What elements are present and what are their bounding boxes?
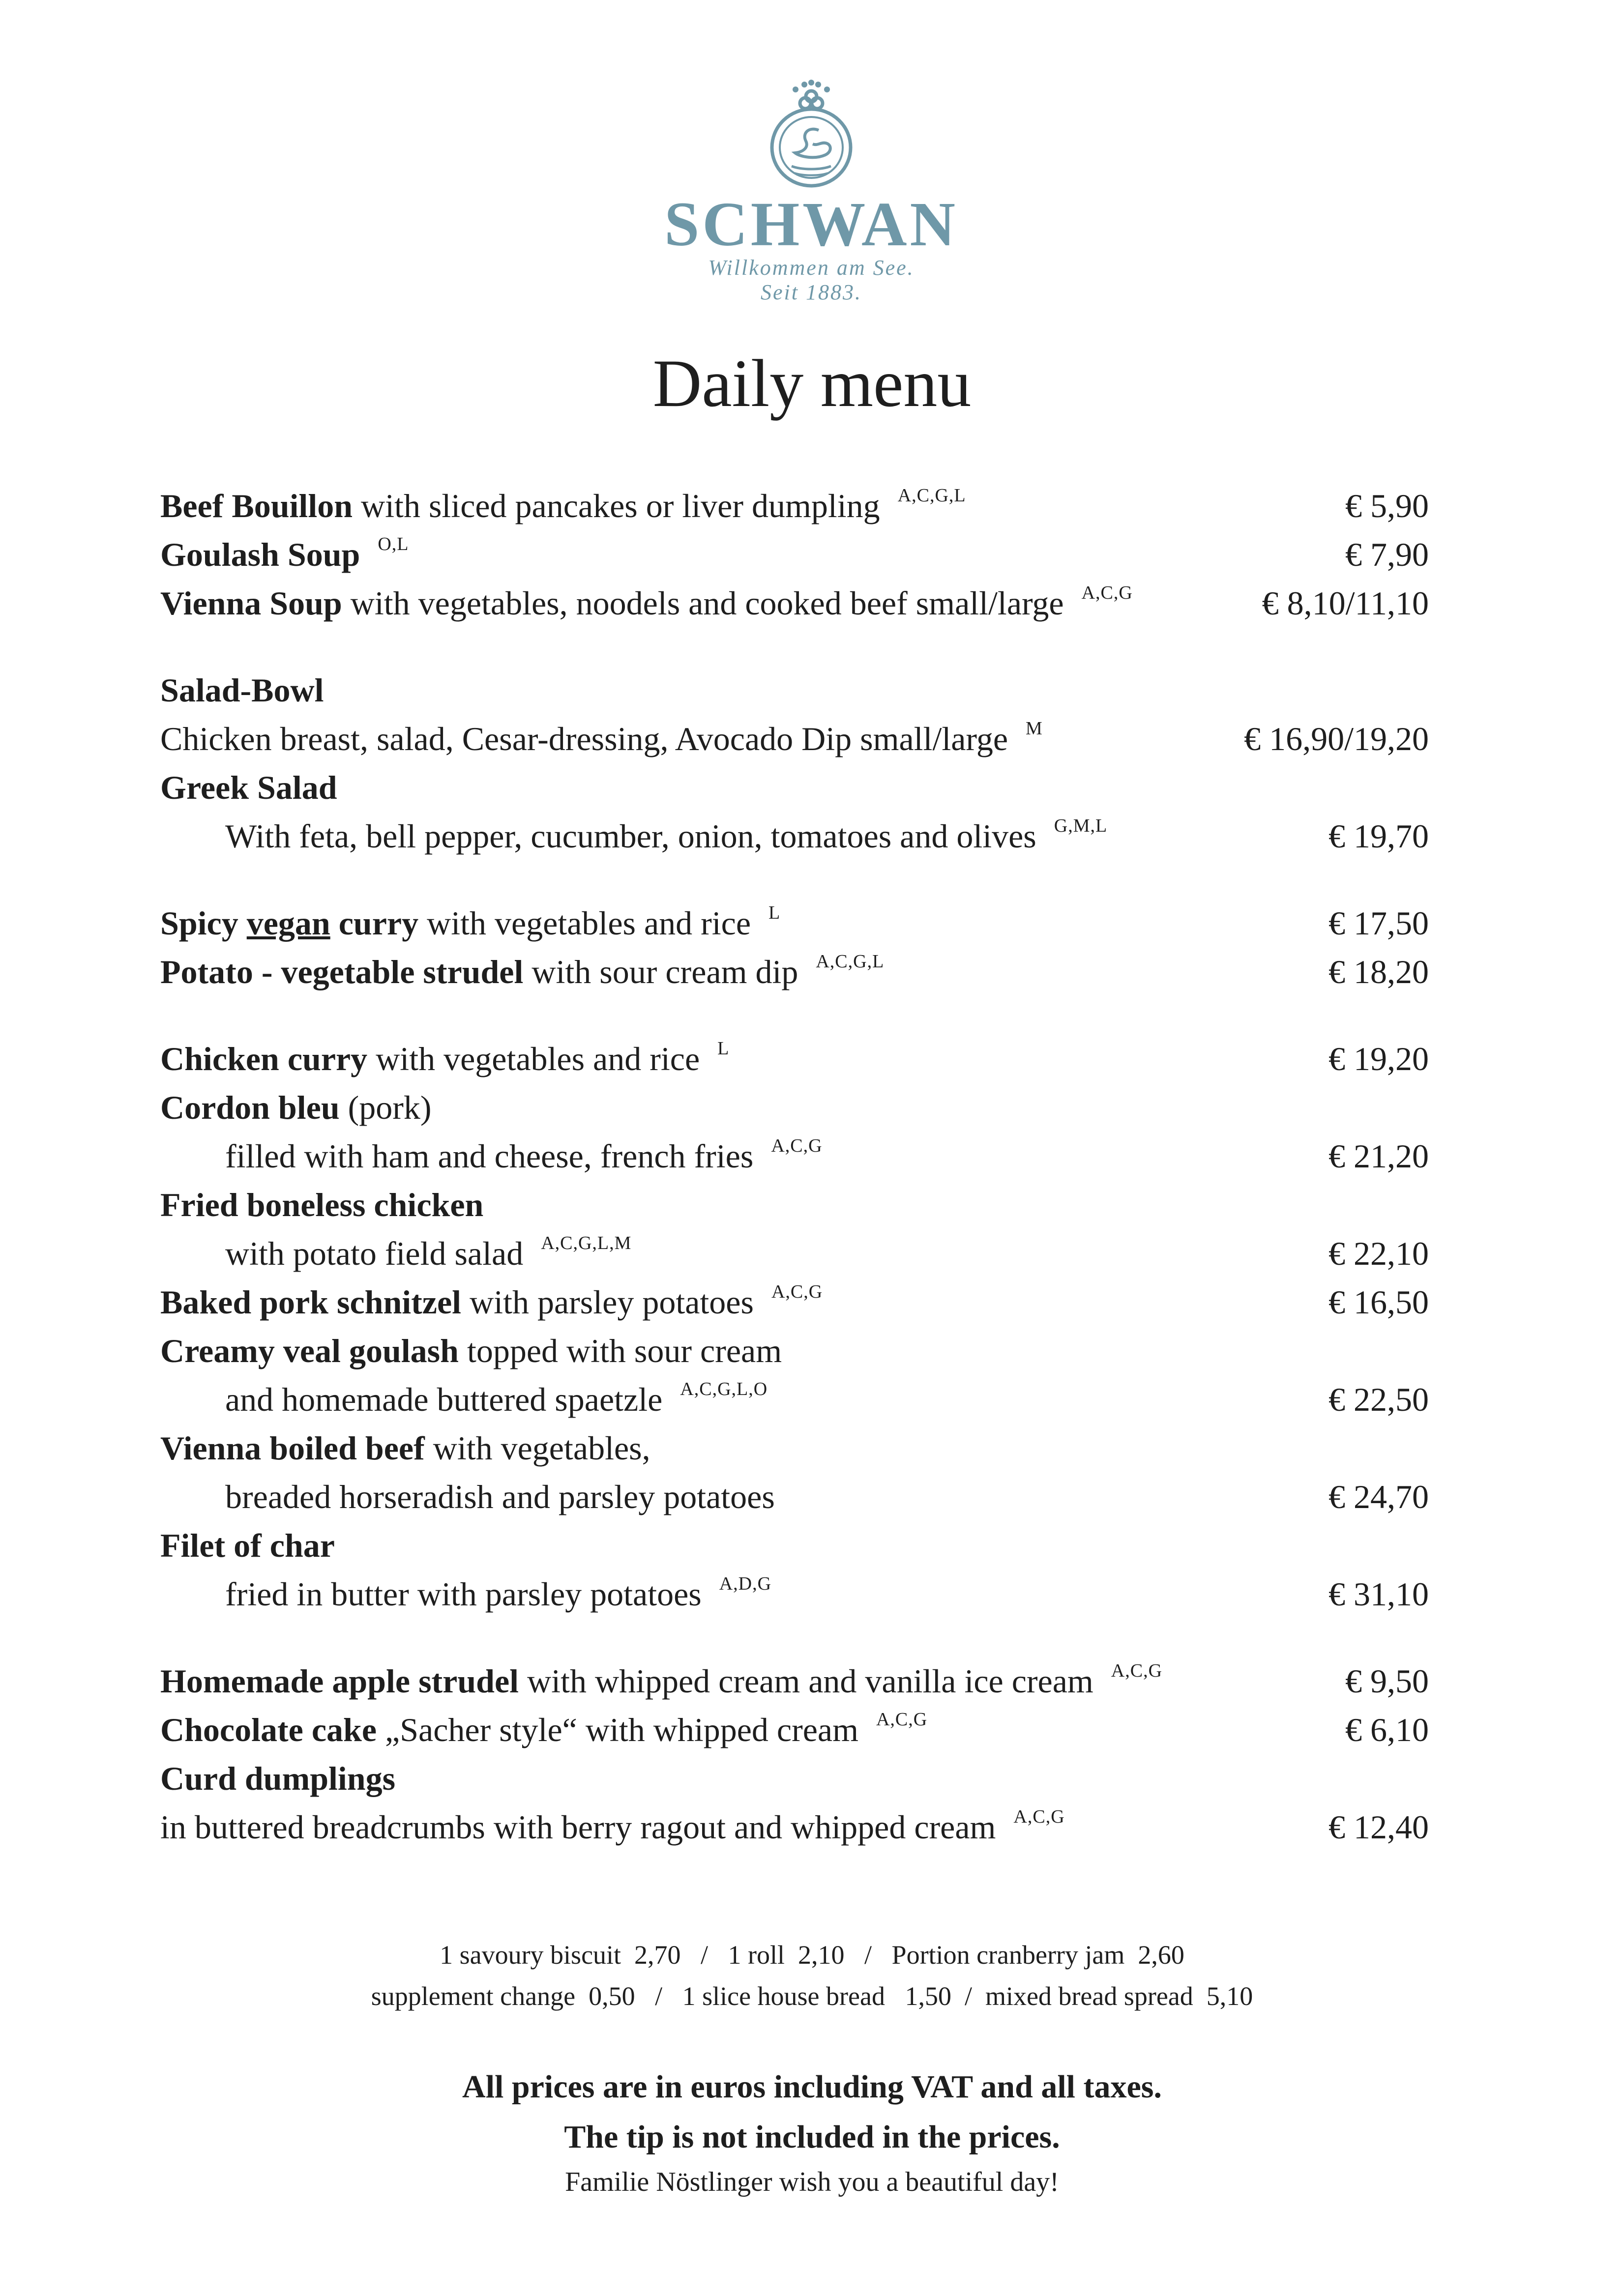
menu-item — [160, 1132, 1429, 1181]
menu-item — [160, 812, 1429, 861]
menu-section — [160, 1035, 1429, 1619]
item-description: with parsley potatoes — [461, 1283, 754, 1321]
menu-item — [160, 1327, 1429, 1375]
menu-item — [160, 1035, 1429, 1083]
item-price: € 24,70 — [1329, 1478, 1429, 1515]
allergen-codes: A,C,G,L,O — [680, 1379, 768, 1399]
allergen-codes: O,L — [378, 534, 409, 554]
menu-item — [160, 763, 1429, 812]
menu-section — [160, 1657, 1429, 1852]
menu-section — [160, 899, 1429, 996]
item-price: € 5,90 — [1345, 487, 1429, 524]
tip-note: The tip is not included in the prices. — [564, 2119, 1060, 2155]
item-name: Vienna boiled beef — [160, 1429, 425, 1467]
menu-item — [160, 1706, 1429, 1754]
item-name: Creamy veal goulash — [160, 1332, 459, 1369]
item-name: Potato - vegetable strudel — [160, 953, 524, 990]
menu-item — [160, 666, 1429, 715]
menu-item — [160, 1278, 1429, 1327]
item-price: € 19,20 — [1329, 1040, 1429, 1077]
item-price: € 8,10/11,10 — [1262, 584, 1429, 622]
allergen-codes: A,C,G — [1013, 1806, 1065, 1827]
allergen-codes: A,C,G — [1081, 582, 1133, 603]
item-price: € 31,10 — [1329, 1575, 1429, 1613]
item-price: € 6,10 — [1345, 1711, 1429, 1748]
item-description: with sliced pancakes or liver dumpling — [353, 487, 880, 524]
item-name: Goulash Soup — [160, 536, 360, 573]
allergen-codes: A,D,G — [719, 1573, 772, 1594]
item-name: Spicy — [160, 904, 247, 942]
item-name: curry — [330, 904, 419, 942]
menu-list — [160, 482, 1429, 1890]
item-price: € 18,20 — [1329, 953, 1429, 990]
allergen-codes: A,C,G — [771, 1281, 823, 1302]
item-description: (pork) — [339, 1089, 432, 1126]
item-price: € 17,50 — [1329, 904, 1429, 942]
greeting: Familie Nöstlinger wish you a beautiful day! — [565, 2167, 1059, 2197]
extras-line-2: supplement change 0,50 / 1 slice house bread 1,50 / mixed bread spread 5,10 — [371, 1981, 1253, 2011]
item-name: Filet of char — [160, 1527, 335, 1564]
item-price: € 22,10 — [1329, 1235, 1429, 1272]
item-description: and homemade buttered spaetzle — [225, 1381, 663, 1418]
tagline-2: Seit 1883. — [761, 280, 862, 304]
item-name: Salad-Bowl — [160, 671, 324, 709]
item-description: Chicken breast, salad, Cesar-dressing, Avocado Dip small/large — [160, 720, 1008, 757]
allergen-codes: M — [1026, 718, 1043, 739]
allergen-codes: A,C,G,L — [897, 485, 966, 506]
menu-item — [160, 1473, 1429, 1521]
item-price: € 12,40 — [1329, 1808, 1429, 1846]
extras-list — [0, 1934, 1624, 2017]
menu-section — [160, 482, 1429, 628]
menu-item — [160, 1754, 1429, 1803]
item-name: Beef Bouillon — [160, 487, 353, 524]
item-description: with sour cream dip — [523, 953, 798, 990]
menu-item — [160, 1181, 1429, 1229]
menu-item — [160, 1083, 1429, 1132]
allergen-codes: A,C,G — [1111, 1660, 1163, 1681]
allergen-codes: L — [717, 1038, 730, 1059]
item-name: Fried boneless chicken — [160, 1186, 484, 1223]
item-name-emphasis: vegan — [246, 904, 330, 942]
menu-item — [160, 715, 1429, 763]
price-note — [0, 2062, 1624, 2202]
menu-item — [160, 1803, 1429, 1852]
item-name: Chicken curry — [160, 1040, 368, 1077]
item-description: topped with sour cream — [458, 1332, 782, 1369]
item-description: with whipped cream and vanilla ice cream — [519, 1662, 1093, 1700]
item-description: breaded horseradish and parsley potatoes — [225, 1478, 775, 1515]
item-description: „Sacher style“ with whipped cream — [377, 1711, 858, 1748]
menu-item — [160, 530, 1429, 579]
allergen-codes: A,C,G — [876, 1709, 928, 1730]
menu-item — [160, 1570, 1429, 1619]
menu-item — [160, 948, 1429, 996]
item-name: Vienna Soup — [160, 584, 342, 622]
menu-item — [160, 1424, 1429, 1473]
allergen-codes: A,C,G,L,M — [541, 1233, 632, 1253]
item-description: with potato field salad — [225, 1235, 524, 1272]
allergen-codes: G,M,L — [1054, 815, 1108, 836]
extras-line-1: 1 savoury biscuit 2,70 / 1 roll 2,10 / Portion cranberry jam 2,60 — [440, 1940, 1184, 1970]
menu-item — [160, 1375, 1429, 1424]
brand-name: SCHWAN — [664, 189, 958, 259]
item-description: in buttered breadcrumbs with berry ragout and whipped cream — [160, 1808, 996, 1846]
item-name: Greek Salad — [160, 769, 337, 806]
swan-crest-icon — [757, 79, 865, 192]
item-price: € 22,50 — [1329, 1381, 1429, 1418]
item-description: filled with ham and cheese, french fries — [225, 1137, 754, 1175]
item-description: With feta, bell pepper, cucumber, onion, tomatoes and olives — [225, 817, 1036, 855]
menu-item — [160, 1521, 1429, 1570]
item-name: Curd dumplings — [160, 1760, 396, 1797]
item-name: Chocolate cake — [160, 1711, 377, 1748]
item-name: Homemade apple strudel — [160, 1662, 519, 1700]
menu-item — [160, 1229, 1429, 1278]
item-price: € 19,70 — [1329, 817, 1429, 855]
allergen-codes: A,C,G — [771, 1135, 823, 1156]
item-description: with vegetables, — [424, 1429, 650, 1467]
item-price: € 21,20 — [1329, 1137, 1429, 1175]
menu-item — [160, 579, 1429, 628]
item-price: € 9,50 — [1345, 1662, 1429, 1700]
item-price: € 16,90/19,20 — [1244, 720, 1429, 757]
item-description: with vegetables and rice — [418, 904, 751, 942]
vat-note: All prices are in euros including VAT and all taxes. — [462, 2069, 1162, 2105]
menu-item — [160, 899, 1429, 948]
item-name: Cordon bleu — [160, 1089, 340, 1126]
item-description: with vegetables and rice — [367, 1040, 700, 1077]
menu-item — [160, 1657, 1429, 1706]
tagline-1: Willkommen am See. — [708, 256, 915, 280]
item-name: Baked pork schnitzel — [160, 1283, 462, 1321]
menu-section — [160, 666, 1429, 861]
allergen-codes: A,C,G,L — [816, 951, 885, 972]
logo — [654, 79, 969, 305]
item-description: with vegetables, noodels and cooked beef small/large — [342, 584, 1064, 622]
page-title: Daily menu — [652, 346, 972, 421]
menu-item — [160, 482, 1429, 530]
allergen-codes: L — [768, 902, 781, 923]
item-price: € 7,90 — [1345, 536, 1429, 573]
item-description: fried in butter with parsley potatoes — [225, 1575, 702, 1613]
item-price: € 16,50 — [1329, 1283, 1429, 1321]
